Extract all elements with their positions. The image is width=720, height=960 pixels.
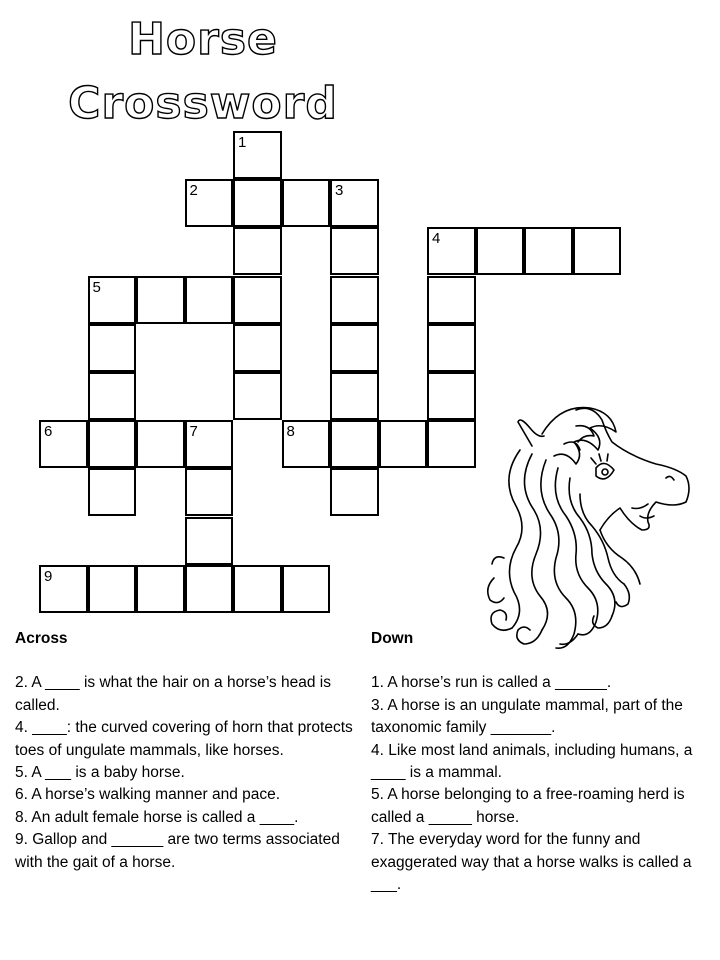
title-line-1: Horse [128,14,278,65]
grid-cell[interactable] [88,324,137,372]
across-clue-9: 9. Gallop and ______ are two terms associated with the gait of a horse. [15,831,340,871]
grid-cell[interactable] [88,420,137,468]
grid-cell[interactable] [39,420,88,468]
down-clue-3: 3. A horse is an ungulate mammal, part of the taxonomic family _______. [371,696,683,737]
grid-cell[interactable] [185,565,234,613]
grid-cell[interactable] [233,227,282,275]
grid-cell[interactable] [88,372,137,420]
down-clues [371,628,716,896]
down-clue-list [371,672,716,896]
clue-number: 5 [92,278,101,296]
grid-cell[interactable] [330,227,379,275]
clue-number: 3 [335,182,344,200]
down-heading: Down [371,630,414,647]
grid-cell[interactable] [476,227,525,275]
grid-cell[interactable] [330,468,379,516]
down-clue-5: 5. A horse belonging to a free-roaming herd is called a _____ horse. [371,786,685,826]
grid-cell[interactable] [330,420,379,468]
grid-cell[interactable] [427,372,476,420]
grid-cell[interactable] [136,565,185,613]
across-heading: Across [15,630,68,647]
grid-cell[interactable] [136,420,185,468]
grid-cell[interactable] [88,276,137,324]
grid-cell[interactable] [573,227,622,275]
down-clue-1: 1. A horse’s run is called a ______. [371,674,612,692]
grid-cell[interactable] [233,372,282,420]
across-clue-6: 6. A horse’s walking manner and pace. [15,786,281,804]
grid-cell[interactable] [185,179,234,227]
grid-cell[interactable] [427,324,476,372]
across-clues [15,628,360,874]
grid-cell[interactable] [427,276,476,324]
grid-cell[interactable] [427,420,476,468]
across-clue-list [15,672,360,874]
grid-cell[interactable] [282,565,331,613]
across-clue-4: 4. ____: the curved covering of horn that protects toes of ungulate mammals, like horses. [15,719,353,759]
grid-cell[interactable] [39,565,88,613]
clue-number: 7 [189,423,198,441]
grid-cell[interactable] [233,131,282,179]
grid-cell[interactable] [185,276,234,324]
down-clue-7: 7. The everyday word for the funny and exaggerated way that a horse walks is called a ___. [371,831,692,894]
grid-cell[interactable] [233,565,282,613]
grid-cell[interactable] [282,420,331,468]
horse-head-illustration [480,398,695,660]
grid-cell[interactable] [524,227,573,275]
grid-cell[interactable] [233,179,282,227]
across-clue-8: 8. An adult female horse is called a ____. [15,808,299,826]
grid-cell[interactable] [185,517,234,565]
grid-cell[interactable] [330,324,379,372]
title-line-2: Crossword [68,78,338,129]
grid-cell[interactable] [185,420,234,468]
grid-cell[interactable] [379,420,428,468]
clue-number: 1 [238,134,247,151]
grid-cell[interactable] [88,468,137,516]
grid-cell[interactable] [427,227,476,275]
across-clue-5: 5. A ___ is a baby horse. [15,764,185,782]
grid-cell[interactable] [233,324,282,372]
across-clue-2: 2. A ____ is what the hair on a horse’s head is called. [15,674,331,714]
clue-number: 6 [44,423,53,441]
clue-number: 2 [189,182,198,200]
grid-cell[interactable] [88,565,137,613]
clue-number: 4 [432,230,441,248]
grid-cell[interactable] [233,276,282,324]
clue-number: 9 [44,567,53,585]
grid-cell[interactable] [330,372,379,420]
grid-cell[interactable] [282,179,331,227]
grid-cell[interactable] [330,276,379,324]
grid-cell[interactable] [330,179,379,227]
grid-cell[interactable] [185,468,234,516]
grid-cell[interactable] [136,276,185,324]
down-clue-4: 4. Like most land animals, including humans, a ____ is a mammal. [371,741,693,782]
clue-number: 8 [286,423,295,441]
